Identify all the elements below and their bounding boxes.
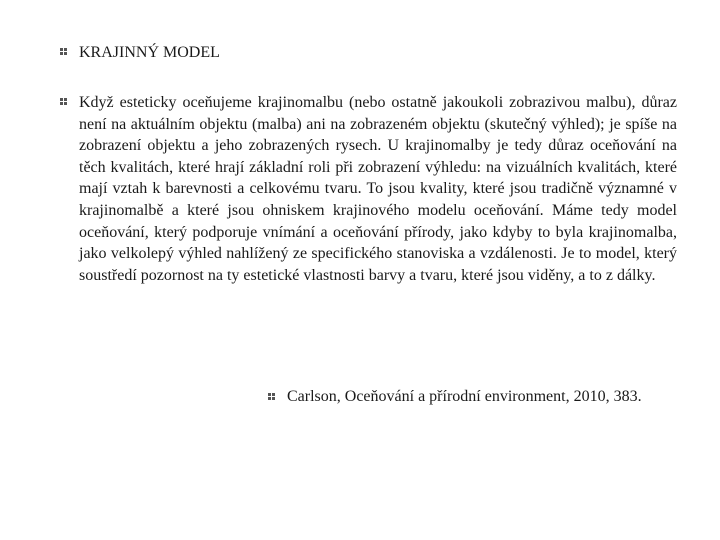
bullet-icon — [60, 48, 67, 55]
bullet-icon — [60, 98, 67, 105]
slide-title: KRAJINNÝ MODEL — [79, 44, 220, 61]
body-paragraph: Když esteticky oceňujeme krajinomalbu (nebo ostatně jakoukoli zobrazivou malbu), důraz není na aktuálním objektu (malba) ani na zobrazeném objektu (skutečný výhled); je spíše na zobrazení objektu a jeho zobrazených rysech. U krajinomalby je tedy důraz oceňování na těch kvalitách, které hrají základní roli při zobrazení výhledu: na vizuálních kvalitách, které mají vztah k barevnosti a celkovému tvaru. To jsou kvality, které jsou tradičně významné v krajinomalbě a které jsou ohniskem krajinového modelu oceňování. Máme tedy model oceňování, který podporuje vnímání a oceňování přírody, jako kdyby to byla krajinomalba, jako velkolepý výhled nahlížený ze specifického stanoviska a vzdálenosti. Je to model, který soustředí pozornost na ty estetické vlastnosti barvy a tvaru, které jsou viděny, a to z dálky. — [79, 94, 677, 284]
citation: Carlson, Oceňování a přírodní environment, 2010, 383. — [287, 388, 642, 405]
bullet-icon — [268, 393, 275, 400]
